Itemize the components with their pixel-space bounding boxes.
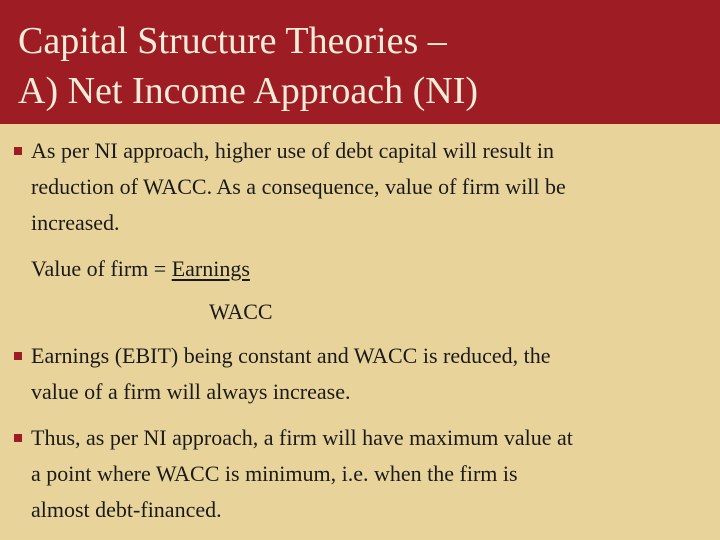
formula-line <box>31 256 250 282</box>
slide-content <box>0 124 720 540</box>
slide-title-line-2: A) Net Income Approach (NI) <box>18 70 479 112</box>
square-bullet-icon <box>14 352 22 360</box>
bullet-3-line-2: a point where WACC is minimum, i.e. when the firm is <box>31 461 518 486</box>
bullet-3-line-1: Thus, as per NI approach, a firm will have maximum value at <box>31 425 573 450</box>
square-bullet-icon <box>14 147 22 155</box>
bullet-2-line-2: value of a firm will always increase. <box>31 379 351 404</box>
formula-numerator: Earnings <box>171 256 250 281</box>
bullet-2-line-1: Earnings (EBIT) being constant and WACC is reduced, the <box>31 343 551 368</box>
bullet-1-line-3: increased. <box>31 210 120 235</box>
square-bullet-icon <box>14 434 22 442</box>
bullet-1-line-1: As per NI approach, higher use of debt capital will result in <box>31 138 554 163</box>
slide-title-line-1: Capital Structure Theories – <box>18 20 447 62</box>
bullet-1-line-2: reduction of WACC. As a consequence, value of firm will be <box>31 174 566 199</box>
formula-denominator: WACC <box>209 299 273 324</box>
bullet-3-line-3: almost debt-financed. <box>31 497 222 522</box>
title-bar <box>0 0 720 124</box>
formula-prefix: Value of firm = <box>31 256 172 281</box>
